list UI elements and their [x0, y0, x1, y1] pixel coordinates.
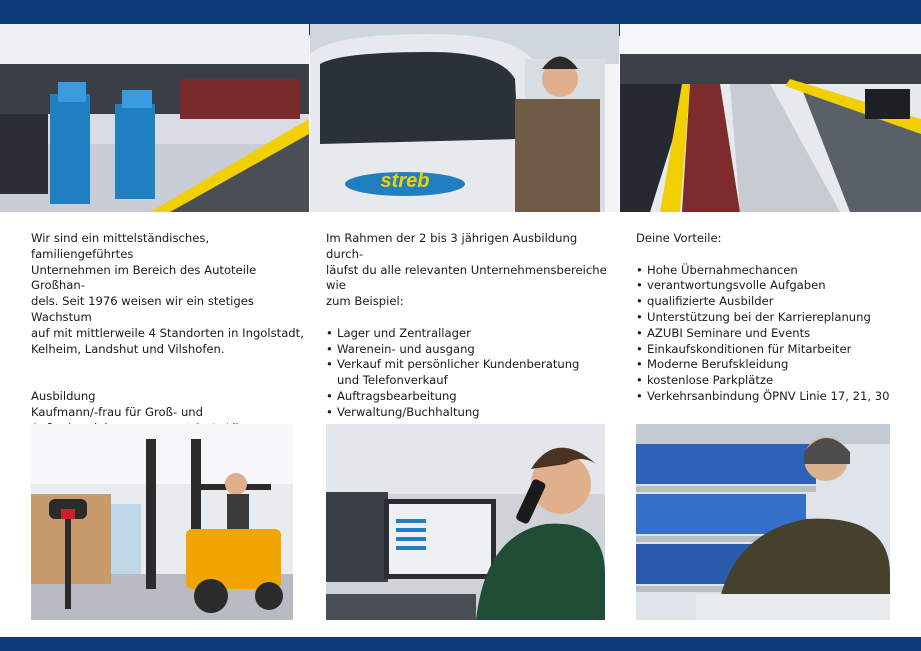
list-item: • Verwaltung/Buchhaltung	[326, 405, 616, 421]
list-item: • Lager und Zentrallager	[326, 326, 616, 342]
benefits-text-column	[636, 231, 916, 405]
intro-text-column	[31, 231, 311, 436]
benefits-list	[636, 263, 916, 405]
intro-line: dels. Seit 1976 weisen wir ein stetiges Wachstum	[31, 294, 254, 324]
list-item: • Moderne Berufskleidung	[636, 357, 916, 373]
departments-list	[326, 326, 616, 421]
list-item: • Verkehrsanbindung ÖPNV Linie 17, 21, 30	[636, 389, 916, 405]
list-item-text: Verkauf mit persönlicher Kundenberatung	[337, 357, 580, 372]
list-item-continuation: und Telefonverkauf	[337, 373, 448, 388]
photo-warehouse-shelves	[636, 424, 890, 620]
photo-employee-phone-sales	[326, 424, 605, 620]
list-item: • Warenein- und ausgang	[326, 342, 616, 358]
intro-line: Unternehmen im Bereich des Autoteile Großhan-	[31, 262, 257, 293]
list-item: • Auftragsbearbeitung	[326, 389, 616, 405]
photo-sales-counter	[620, 24, 921, 212]
list-item: • qualifizierte Ausbilder	[636, 294, 916, 310]
intro-line: Kelheim, Landshut und Vilshofen.	[31, 341, 225, 356]
photo-delivery-van-employee	[310, 24, 619, 212]
photo-workshop-tool-carts	[0, 24, 309, 212]
list-item: • verantwortungsvolle Aufgaben	[636, 278, 916, 294]
intro-line: Wir sind ein mittelständisches, familiengeführtes	[31, 231, 210, 261]
list-item: • Unterstützung bei der Karriereplanung	[636, 310, 916, 326]
photo-warehouse-forklift	[31, 424, 293, 620]
list-item: • AZUBI Seminare und Events	[636, 326, 916, 342]
list-item: • kostenlose Parkplätze	[636, 373, 916, 389]
logo-streb: streb	[380, 170, 430, 192]
bottom-blue-band	[0, 637, 921, 651]
departments-intro-line: zum Beispiel:	[326, 294, 404, 309]
departments-intro-line: läufst du alle relevanten Unternehmensbereiche wie	[326, 262, 607, 293]
departments-intro-line: Im Rahmen der 2 bis 3 jährigen Ausbildung durch-	[326, 231, 578, 261]
list-item: • Einkaufskonditionen für Mitarbeiter	[636, 342, 916, 358]
training-heading: Ausbildung	[31, 388, 96, 403]
list-item: • Hohe Übernahmechancen	[636, 263, 916, 279]
intro-line: auf mit mittlerweile 4 Standorten in Ingolstadt,	[31, 325, 304, 340]
training-title-line: Kaufmann/-frau für Groß- und	[31, 404, 204, 419]
departments-text-column	[326, 231, 616, 421]
list-item	[326, 357, 616, 389]
benefits-heading: Deine Vorteile:	[636, 231, 722, 245]
